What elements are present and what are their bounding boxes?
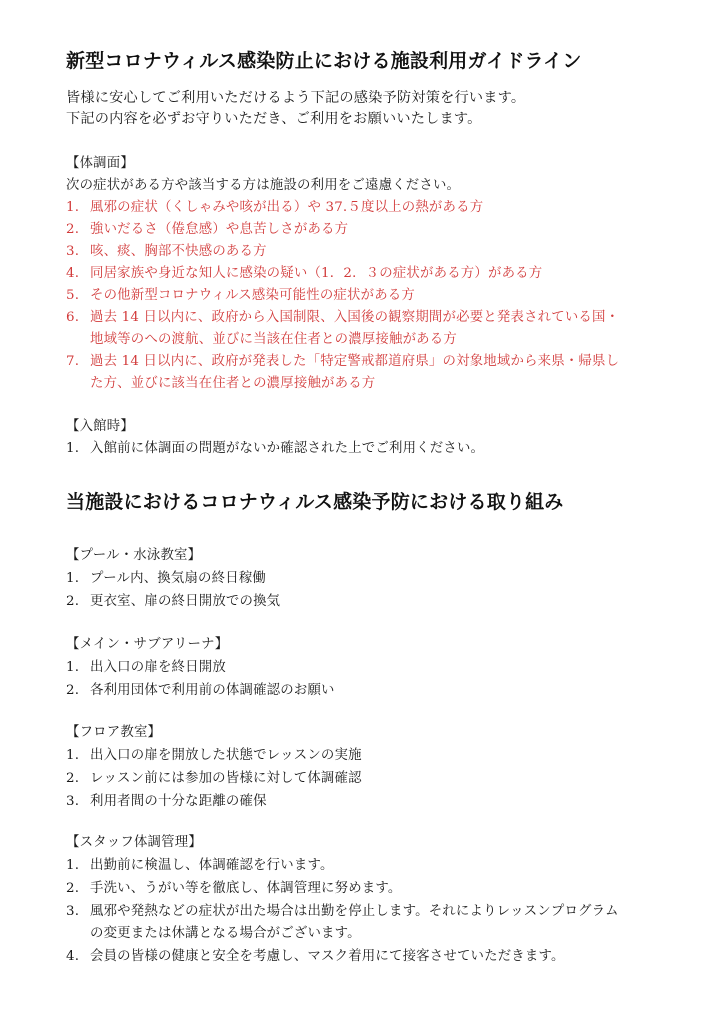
floor-item-2-text: レッスン前には参加の皆様に対して体調確認: [90, 771, 362, 786]
staff-item-1-text: 出勤前に検温し、体調確認を行います。: [90, 858, 334, 873]
health-item-6-continuation: 地域等のへの渡航、並びに当該在住者との濃厚接触がある方: [90, 332, 457, 347]
health-item-4: [66, 262, 542, 281]
floor-item-3: [66, 790, 267, 809]
entry-item-1-text: 入館前に体調面の問題がないか確認された上でご利用ください。: [90, 441, 485, 456]
floor-item-1: [66, 744, 362, 763]
health-item-5-num: 5.: [66, 288, 80, 303]
arena-item-1-num: 1.: [66, 660, 80, 675]
health-lead: 次の症状がある方や該当する方は施設の利用をご遠慮ください。: [66, 178, 461, 193]
health-item-7-continuation: た方、並びに該当在住者との濃厚接触がある方: [90, 376, 376, 391]
staff-item-4-num: 4.: [66, 949, 80, 964]
health-item-3-text: 咳、痰、胸部不快感のある方: [90, 244, 267, 259]
main-title: 新型コロナウィルス感染防止における施設利用ガイドライン: [66, 50, 582, 72]
health-item-2: [66, 218, 348, 237]
pool-item-1-text: プール内、換気扇の終日稼働: [90, 571, 267, 586]
staff-item-1: [66, 854, 334, 873]
health-item-1: [66, 196, 483, 215]
arena-item-1: [66, 656, 226, 675]
intro-line-2: 下記の内容を必ずお守りいただき、ご利用をお願いいたします。: [66, 111, 482, 127]
arena-item-1-text: 出入口の扉を終日開放: [90, 660, 226, 675]
health-item-6: [66, 306, 619, 325]
pool-item-1-num: 1.: [66, 571, 80, 586]
staff-item-2-text: 手洗い、うがい等を徹底し、体調管理に努めます。: [90, 881, 402, 896]
health-item-2-text: 強いだるさ（倦怠感）や息苦しさがある方: [90, 222, 349, 237]
health-item-1-text: 風邪の症状（くしゃみや咳が出る）や 37.５度以上の熱がある方: [90, 200, 484, 215]
health-heading: 【体調面】: [66, 156, 134, 171]
pool-item-2-num: 2.: [66, 594, 80, 609]
health-item-5: [66, 284, 415, 303]
health-item-4-num: 4.: [66, 266, 80, 281]
secondary-title: 当施設におけるコロナウィルス感染予防における取り組み: [66, 491, 564, 513]
floor-item-1-num: 1.: [66, 748, 80, 763]
arena-heading: 【メイン・サブアリーナ】: [66, 637, 229, 652]
arena-item-2-num: 2.: [66, 683, 80, 698]
staff-item-3: [66, 900, 619, 919]
health-item-1-num: 1.: [66, 200, 80, 215]
health-item-5-text: その他新型コロナウィルス感染可能性の症状がある方: [90, 288, 415, 303]
entry-heading: 【入館時】: [66, 419, 134, 434]
entry-item-1-num: 1.: [66, 441, 80, 456]
health-item-3: [66, 240, 267, 259]
health-item-7: [66, 350, 619, 369]
staff-item-4-text: 会員の皆様の健康と安全を考慮し、マスク着用にて接客させていただきます。: [90, 949, 565, 964]
pool-item-1: [66, 567, 266, 586]
health-item-3-num: 3.: [66, 244, 80, 259]
arena-item-2-text: 各利用団体で利用前の体調確認のお願い: [90, 683, 335, 698]
staff-item-4: [66, 945, 565, 964]
floor-item-2: [66, 767, 362, 786]
health-item-6-num: 6.: [66, 310, 80, 325]
pool-item-2-text: 更衣室、扉の終日開放での換気: [90, 594, 281, 609]
floor-heading: 【フロア教室】: [66, 725, 162, 740]
staff-item-3-continuation: の変更または休講となる場合がございます。: [90, 926, 361, 941]
floor-item-2-num: 2.: [66, 771, 80, 786]
floor-item-1-text: 出入口の扉を開放した状態でレッスンの実施: [90, 748, 362, 763]
health-item-7-text: 過去 14 日以内に、政府が発表した「特定警戒都道府県」の対象地域から来県・帰県し: [90, 354, 620, 369]
health-item-6-text: 過去 14 日以内に、政府から入国制限、入国後の観察期間が必要と発表されている国・: [90, 310, 620, 325]
staff-item-3-num: 3.: [66, 904, 80, 919]
pool-heading: 【プール・水泳教室】: [66, 548, 202, 563]
floor-item-3-num: 3.: [66, 794, 80, 809]
health-item-7-num: 7.: [66, 354, 80, 369]
arena-item-2: [66, 679, 335, 698]
staff-item-2-num: 2.: [66, 881, 80, 896]
staff-item-3-text: 風邪や発熱などの症状が出た場合は出勤を停止します。それによりレッスンプログラム: [90, 904, 619, 919]
health-item-2-num: 2.: [66, 222, 80, 237]
entry-item-1: [66, 437, 484, 456]
health-item-4-text: 同居家族や身近な知人に感染の疑い（1．2．３の症状がある方）がある方: [90, 266, 543, 281]
staff-item-1-num: 1.: [66, 858, 80, 873]
pool-item-2: [66, 590, 280, 609]
intro-line-1: 皆様に安心してご利用いただけるよう下記の感染予防対策を行います。: [66, 90, 526, 106]
staff-item-2: [66, 877, 402, 896]
staff-heading: 【スタッフ体調管理】: [66, 835, 202, 850]
floor-item-3-text: 利用者間の十分な距離の確保: [90, 794, 267, 809]
